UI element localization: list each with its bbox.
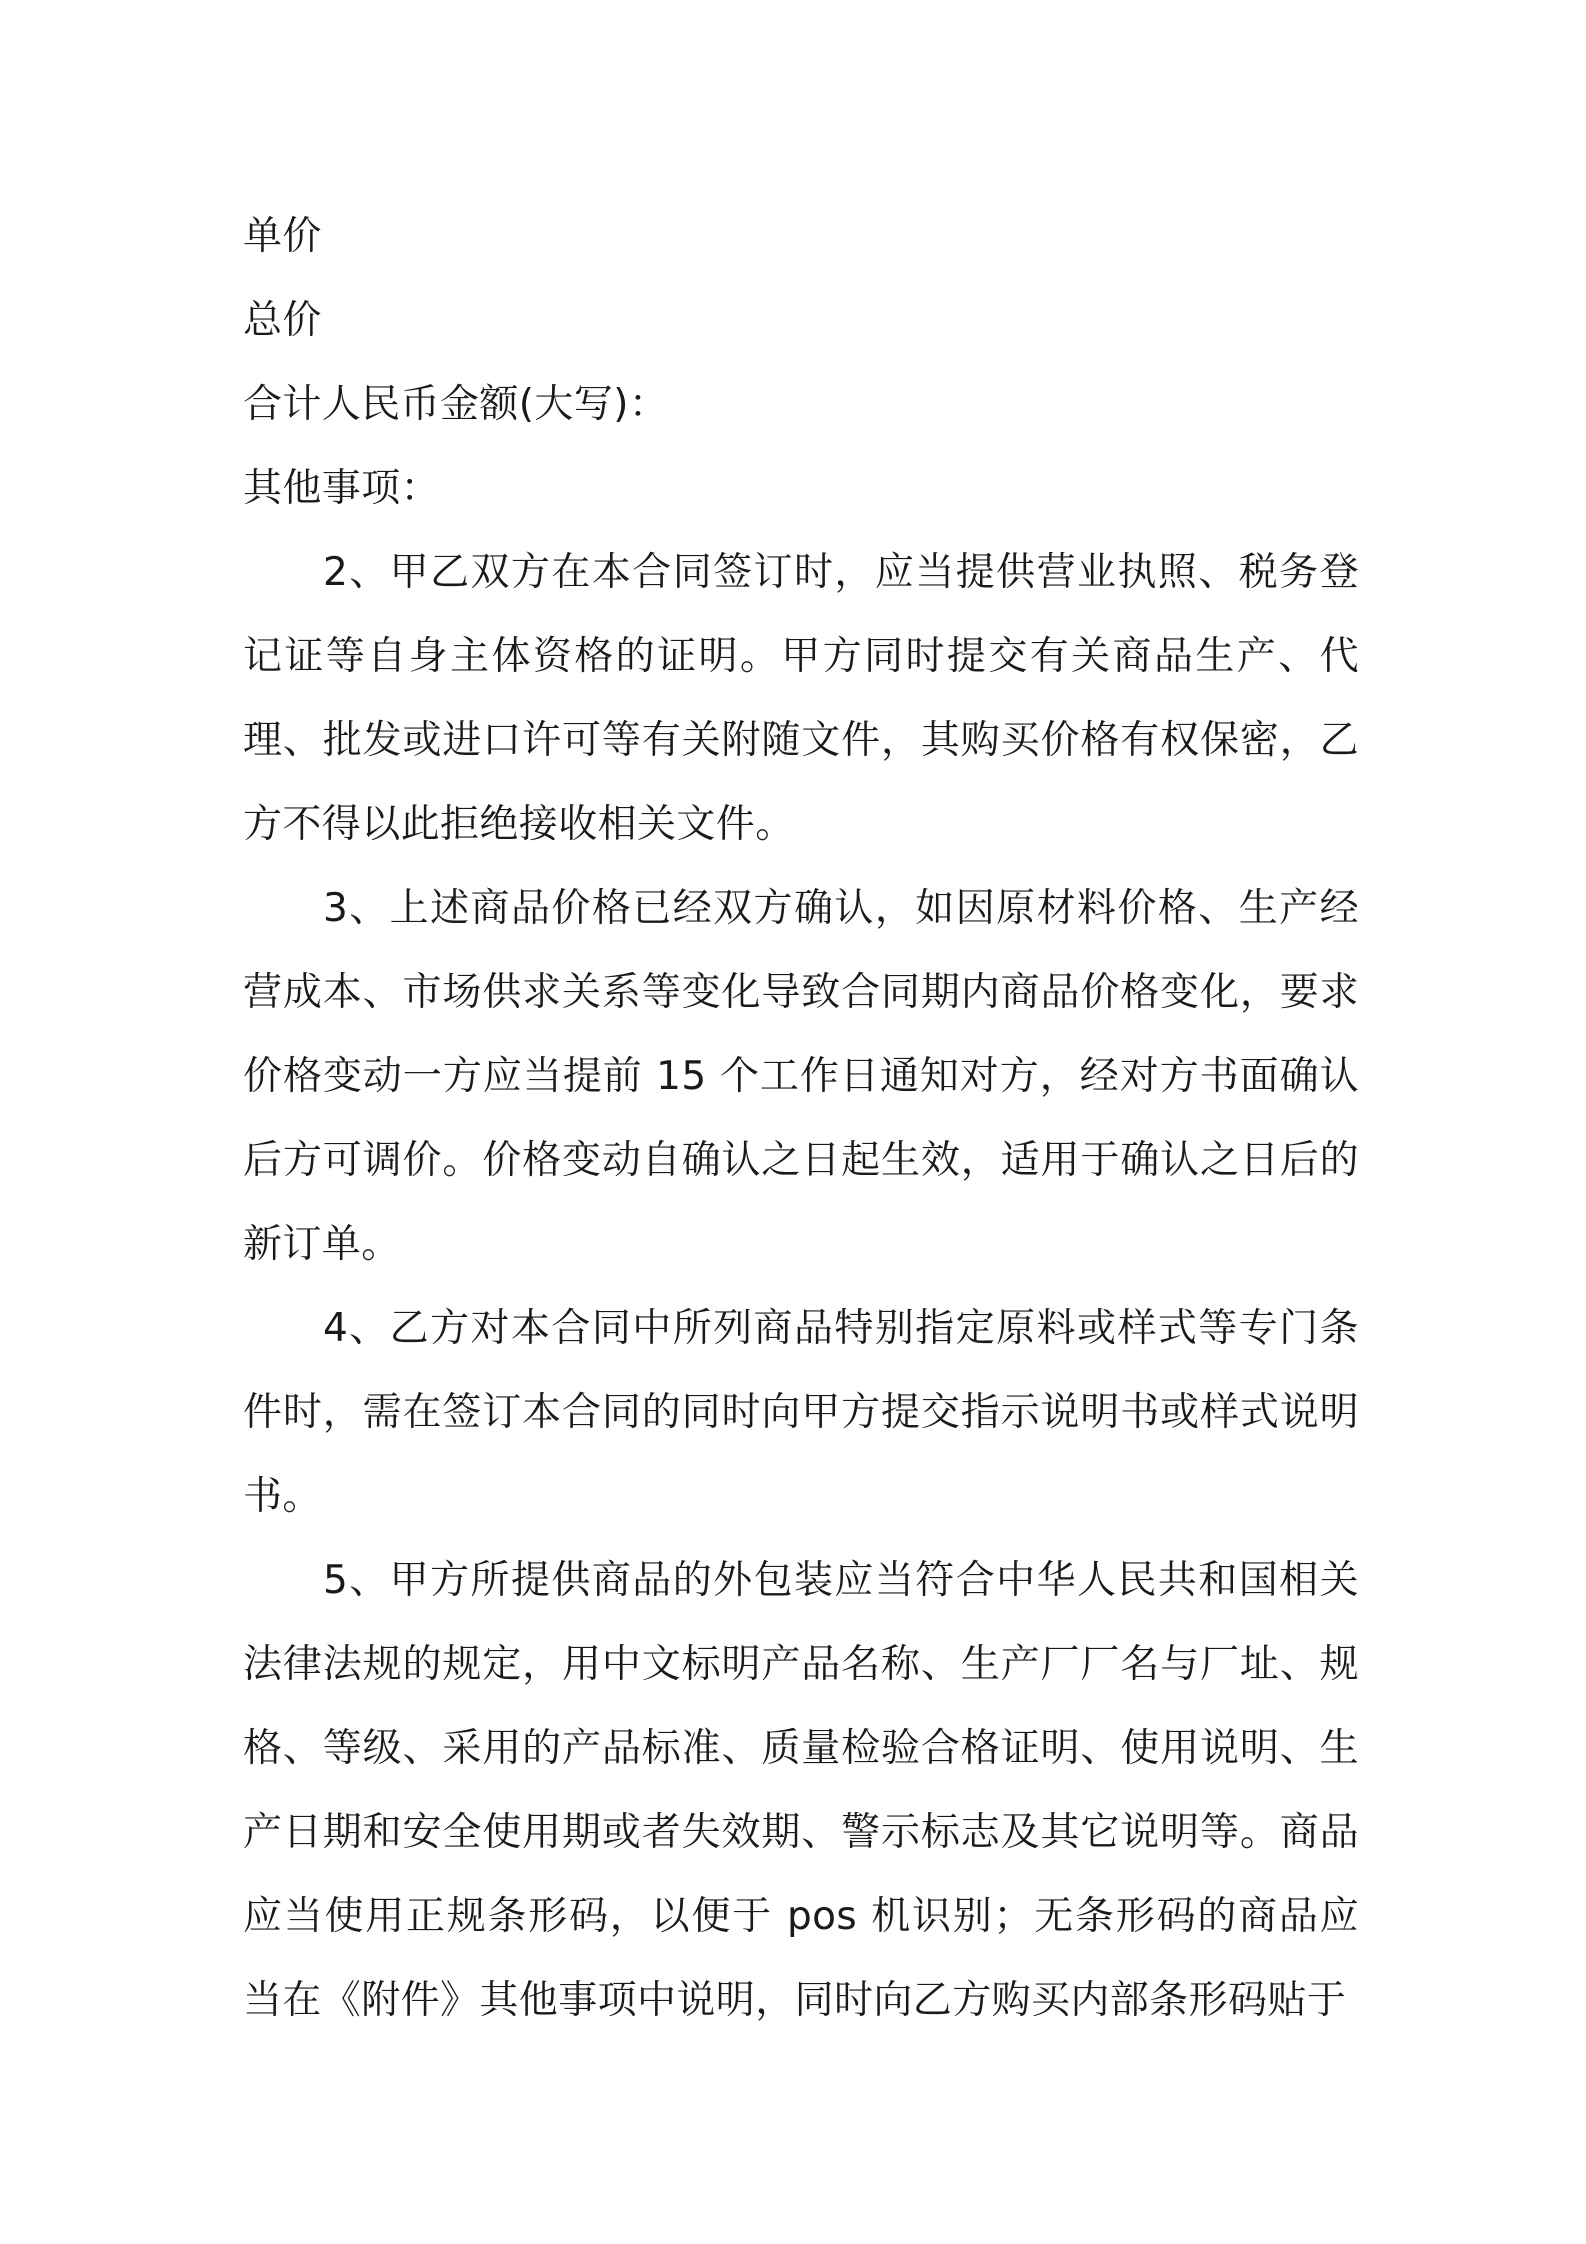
- clause-5: 5、甲方所提供商品的外包装应当符合中华人民共和国相关法律法规的规定，用中文标明产品名称、生产厂厂名与厂址、规格、等级、采用的产品标准、质量检验合格证明、使用说明、生产日期和安全使用期或者失效期、警示标志及其它说明等。商品应当使用正规条形码，以便于 pos 机识别；无条形码的商品应当在《附件》其他事项中说明，同时向乙方购买内部条形码贴于: [243, 1558, 1359, 2023]
- clause-4: 4、乙方对本合同中所列商品特别指定原料或样式等专门条件时，需在签订本合同的同时向甲方提交指示说明书或样式说明书。: [243, 1306, 1359, 1519]
- clause-2: 2、甲乙双方在本合同签订时，应当提供营业执照、税务登记证等自身主体资格的证明。甲方同时提交有关商品生产、代理、批发或进口许可等有关附随文件，其购买价格有权保密，乙方不得以此拒绝接收相关文件。: [243, 550, 1359, 847]
- total-rmb-amount-label: 合计人民币金额(大写)：: [243, 382, 669, 427]
- total-price-label: 总价: [243, 298, 322, 343]
- document-body: [243, 195, 1359, 2043]
- unit-price-label: 单价: [243, 214, 322, 259]
- other-matters-label: 其他事项：: [243, 466, 441, 511]
- clause-3: 3、上述商品价格已经双方确认，如因原材料价格、生产经营成本、市场供求关系等变化导致合同期内商品价格变化，要求价格变动一方应当提前 15 个工作日通知对方，经对方书面确认后方可调价。价格变动自确认之日起生效，适用于确认之日后的新订单。: [243, 886, 1359, 1267]
